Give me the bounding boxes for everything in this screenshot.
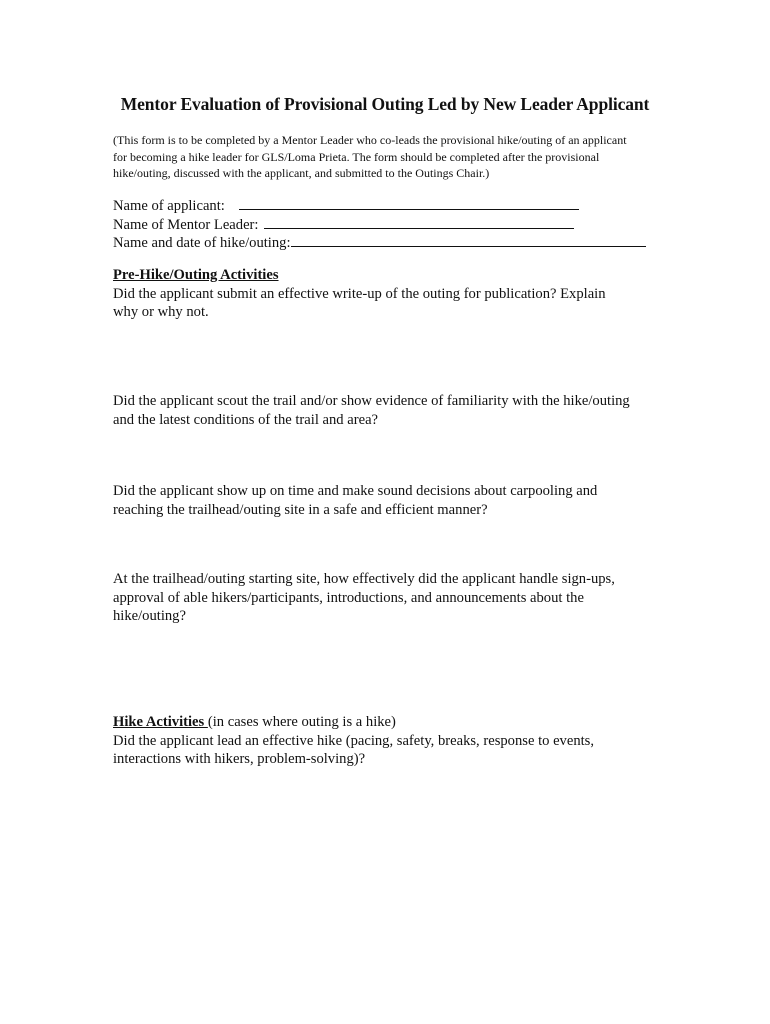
intro-line: (This form is to be completed by a Mentor Leader who co-leads the provisional hike/outing of an applicant <box>113 133 627 147</box>
question-text: interactions with hikers, problem-solving)? <box>113 751 366 767</box>
intro-instructions <box>113 132 627 182</box>
applicant-name-field[interactable] <box>239 196 579 210</box>
intro-line: hike/outing, discussed with the applicant, and submitted to the Outings Chair.) <box>113 166 490 180</box>
question-text: At the trailhead/outing starting site, how effectively did the applicant handle sign-ups, <box>113 571 615 587</box>
hike-activities-section <box>113 713 594 769</box>
question-text: hike/outing? <box>113 608 186 624</box>
question-text: Did the applicant show up on time and make sound decisions about carpooling and <box>113 483 598 499</box>
mentor-name-field[interactable] <box>264 215 574 229</box>
question-text: Did the applicant lead an effective hike (pacing, safety, breaks, response to events, <box>113 732 595 749</box>
applicant-name-label: Name of applicant: <box>113 198 225 214</box>
question-text: Did the applicant scout the trail and/or show evidence of familiarity with the hike/outing <box>113 393 630 409</box>
question-text: Did the applicant submit an effective write-up of the outing for publication? Explain <box>113 285 606 302</box>
pre-hike-heading: Pre-Hike/Outing Activities <box>113 267 279 283</box>
pre-hike-section <box>113 266 606 322</box>
question-text: and the latest conditions of the trail and area? <box>113 411 379 428</box>
hike-name-date-label: Name and date of hike/outing: <box>113 235 291 251</box>
hike-activities-note: (in cases where outing is a hike) <box>207 714 396 730</box>
question-trailhead <box>113 570 615 626</box>
page-title: Mentor Evaluation of Provisional Outing Led by New Leader Applicant <box>120 94 650 114</box>
hike-name-date-field[interactable] <box>291 233 646 247</box>
question-text: approval of able hikers/participants, introductions, and announcements about the <box>113 589 584 606</box>
applicant-info-fields <box>113 196 646 252</box>
mentor-name-label: Name of Mentor Leader: <box>113 216 259 233</box>
intro-line: for becoming a hike leader for GLS/Loma Prieta. The form should be completed after the provisional <box>113 149 600 164</box>
question-scout-trail <box>113 392 630 429</box>
hike-activities-heading: Hike Activities <box>113 714 208 730</box>
question-text: why or why not. <box>113 304 209 320</box>
hike-name-date-row <box>113 233 646 252</box>
hike-heading-row <box>113 713 594 732</box>
question-text: reaching the trailhead/outing site in a safe and efficient manner? <box>113 501 488 518</box>
applicant-name-row <box>113 196 646 215</box>
question-on-time <box>113 482 597 519</box>
mentor-name-row <box>113 215 646 234</box>
